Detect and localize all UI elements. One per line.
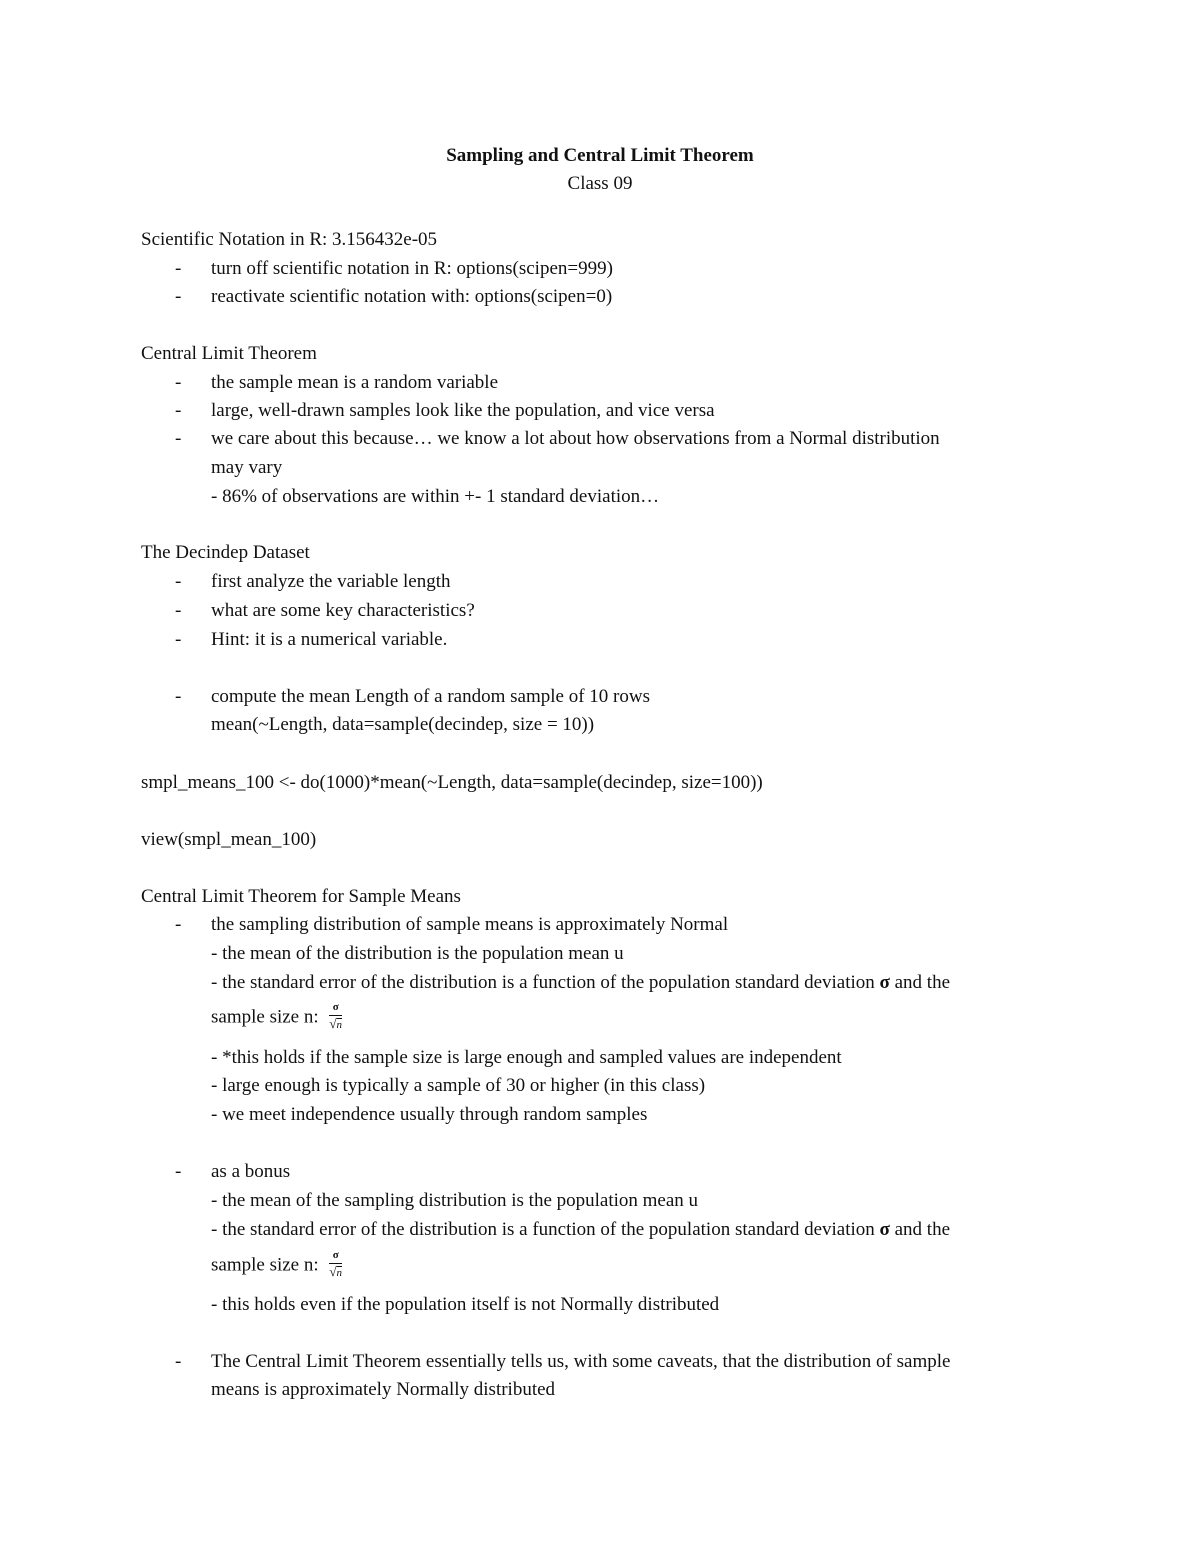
- bullet-text: we care about this because… we know a lot about how observations from a Normal distribution: [211, 428, 940, 449]
- bullet-text: the sample mean is a random variable: [211, 372, 499, 393]
- formula-denominator: [329, 1016, 342, 1031]
- sub-bullet-text: [211, 1003, 342, 1033]
- section-heading-scientific-notation: Scientific Notation in R: 3.156432e-05: [141, 229, 438, 250]
- text-span: - the standard error of the distribution is a function of the population standard deviation: [211, 972, 875, 993]
- sub-bullet-text: [211, 969, 950, 997]
- code-line: view(smpl_mean_100): [141, 829, 317, 850]
- sub-bullet-text: - 86% of observations are within +- 1 standard deviation…: [211, 486, 660, 507]
- bullet-text: turn off scientific notation in R: options(scipen=999): [211, 258, 613, 279]
- bullet-dash: -: [175, 600, 182, 621]
- text-span: sample size n:: [211, 1254, 319, 1276]
- radical-sign: √: [329, 1016, 337, 1031]
- bullet-dash: -: [175, 914, 182, 935]
- sub-bullet-text: - this holds even if the population itself is not Normally distributed: [211, 1294, 720, 1315]
- bullet-dash: -: [175, 1161, 182, 1182]
- bullet-dash: -: [175, 258, 182, 279]
- bullet-dash: -: [175, 1351, 182, 1372]
- bullet-text: the sampling distribution of sample means is approximately Normal: [211, 914, 729, 935]
- sub-bullet-text: - *this holds if the sample size is large enough and sampled values are independent: [211, 1047, 842, 1068]
- bullet-dash: -: [175, 629, 182, 650]
- bullet-text: reactivate scientific notation with: options(scipen=0): [211, 286, 613, 307]
- text-span: and the: [894, 972, 951, 993]
- sigma-symbol: σ: [879, 972, 890, 993]
- section-heading-clt-sample-means: Central Limit Theorem for Sample Means: [141, 886, 461, 907]
- bullet-text: compute the mean Length of a random sample of 10 rows: [211, 686, 650, 707]
- code-line: smpl_means_100 <- do(1000)*mean(~Length, data=sample(decindep, size=100)): [141, 772, 763, 793]
- section-heading-decindep-dataset: The Decindep Dataset: [141, 542, 310, 563]
- sub-bullet-text: - large enough is typically a sample of 30 or higher (in this class): [211, 1075, 706, 1096]
- sub-bullet-text: - the mean of the distribution is the population mean u: [211, 943, 624, 964]
- page-subtitle: Class 09: [567, 173, 633, 194]
- section-heading-central-limit-theorem: Central Limit Theorem: [141, 343, 317, 364]
- code-line: mean(~Length, data=sample(decindep, size = 10)): [211, 714, 595, 735]
- bullet-text: as a bonus: [211, 1161, 291, 1182]
- radicand: n: [336, 1019, 343, 1031]
- text-span: - the standard error of the distribution is a function of the population standard deviation: [211, 1219, 875, 1240]
- formula-numerator: σ: [329, 1249, 342, 1264]
- sub-bullet-text: [211, 1251, 342, 1281]
- sub-bullet-text: - we meet independence usually through random samples: [211, 1104, 648, 1125]
- bullet-dash: -: [175, 286, 182, 307]
- bullet-text: what are some key characteristics?: [211, 600, 475, 621]
- bullet-dash: -: [175, 400, 182, 421]
- sub-bullet-text: [211, 1216, 950, 1244]
- bullet-text: The Central Limit Theorem essentially tells us, with some caveats, that the distribution of sample: [211, 1351, 951, 1372]
- formula-denominator: [329, 1264, 342, 1279]
- bullet-text: first analyze the variable length: [211, 571, 451, 592]
- bullet-text-continuation: means is approximately Normally distributed: [211, 1379, 556, 1400]
- bullet-dash: -: [175, 428, 182, 449]
- bullet-text: large, well-drawn samples look like the population, and vice versa: [211, 400, 715, 421]
- bullet-dash: -: [175, 686, 182, 707]
- radical-sign: √: [329, 1264, 337, 1279]
- text-span: and the: [894, 1219, 951, 1240]
- text-span: sample size n:: [211, 1006, 319, 1028]
- sigma-symbol: σ: [879, 1219, 890, 1240]
- sigma-over-root-n-formula: [329, 1249, 342, 1279]
- sub-bullet-text: - the mean of the sampling distribution is the population mean u: [211, 1190, 699, 1211]
- sigma-over-root-n-formula: [329, 1001, 342, 1031]
- bullet-text: Hint: it is a numerical variable.: [211, 629, 448, 650]
- bullet-dash: -: [175, 372, 182, 393]
- bullet-text-continuation: may vary: [211, 457, 283, 478]
- radicand: n: [336, 1267, 343, 1279]
- page-title: Sampling and Central Limit Theorem: [446, 145, 754, 166]
- formula-numerator: σ: [329, 1001, 342, 1016]
- bullet-dash: -: [175, 571, 182, 592]
